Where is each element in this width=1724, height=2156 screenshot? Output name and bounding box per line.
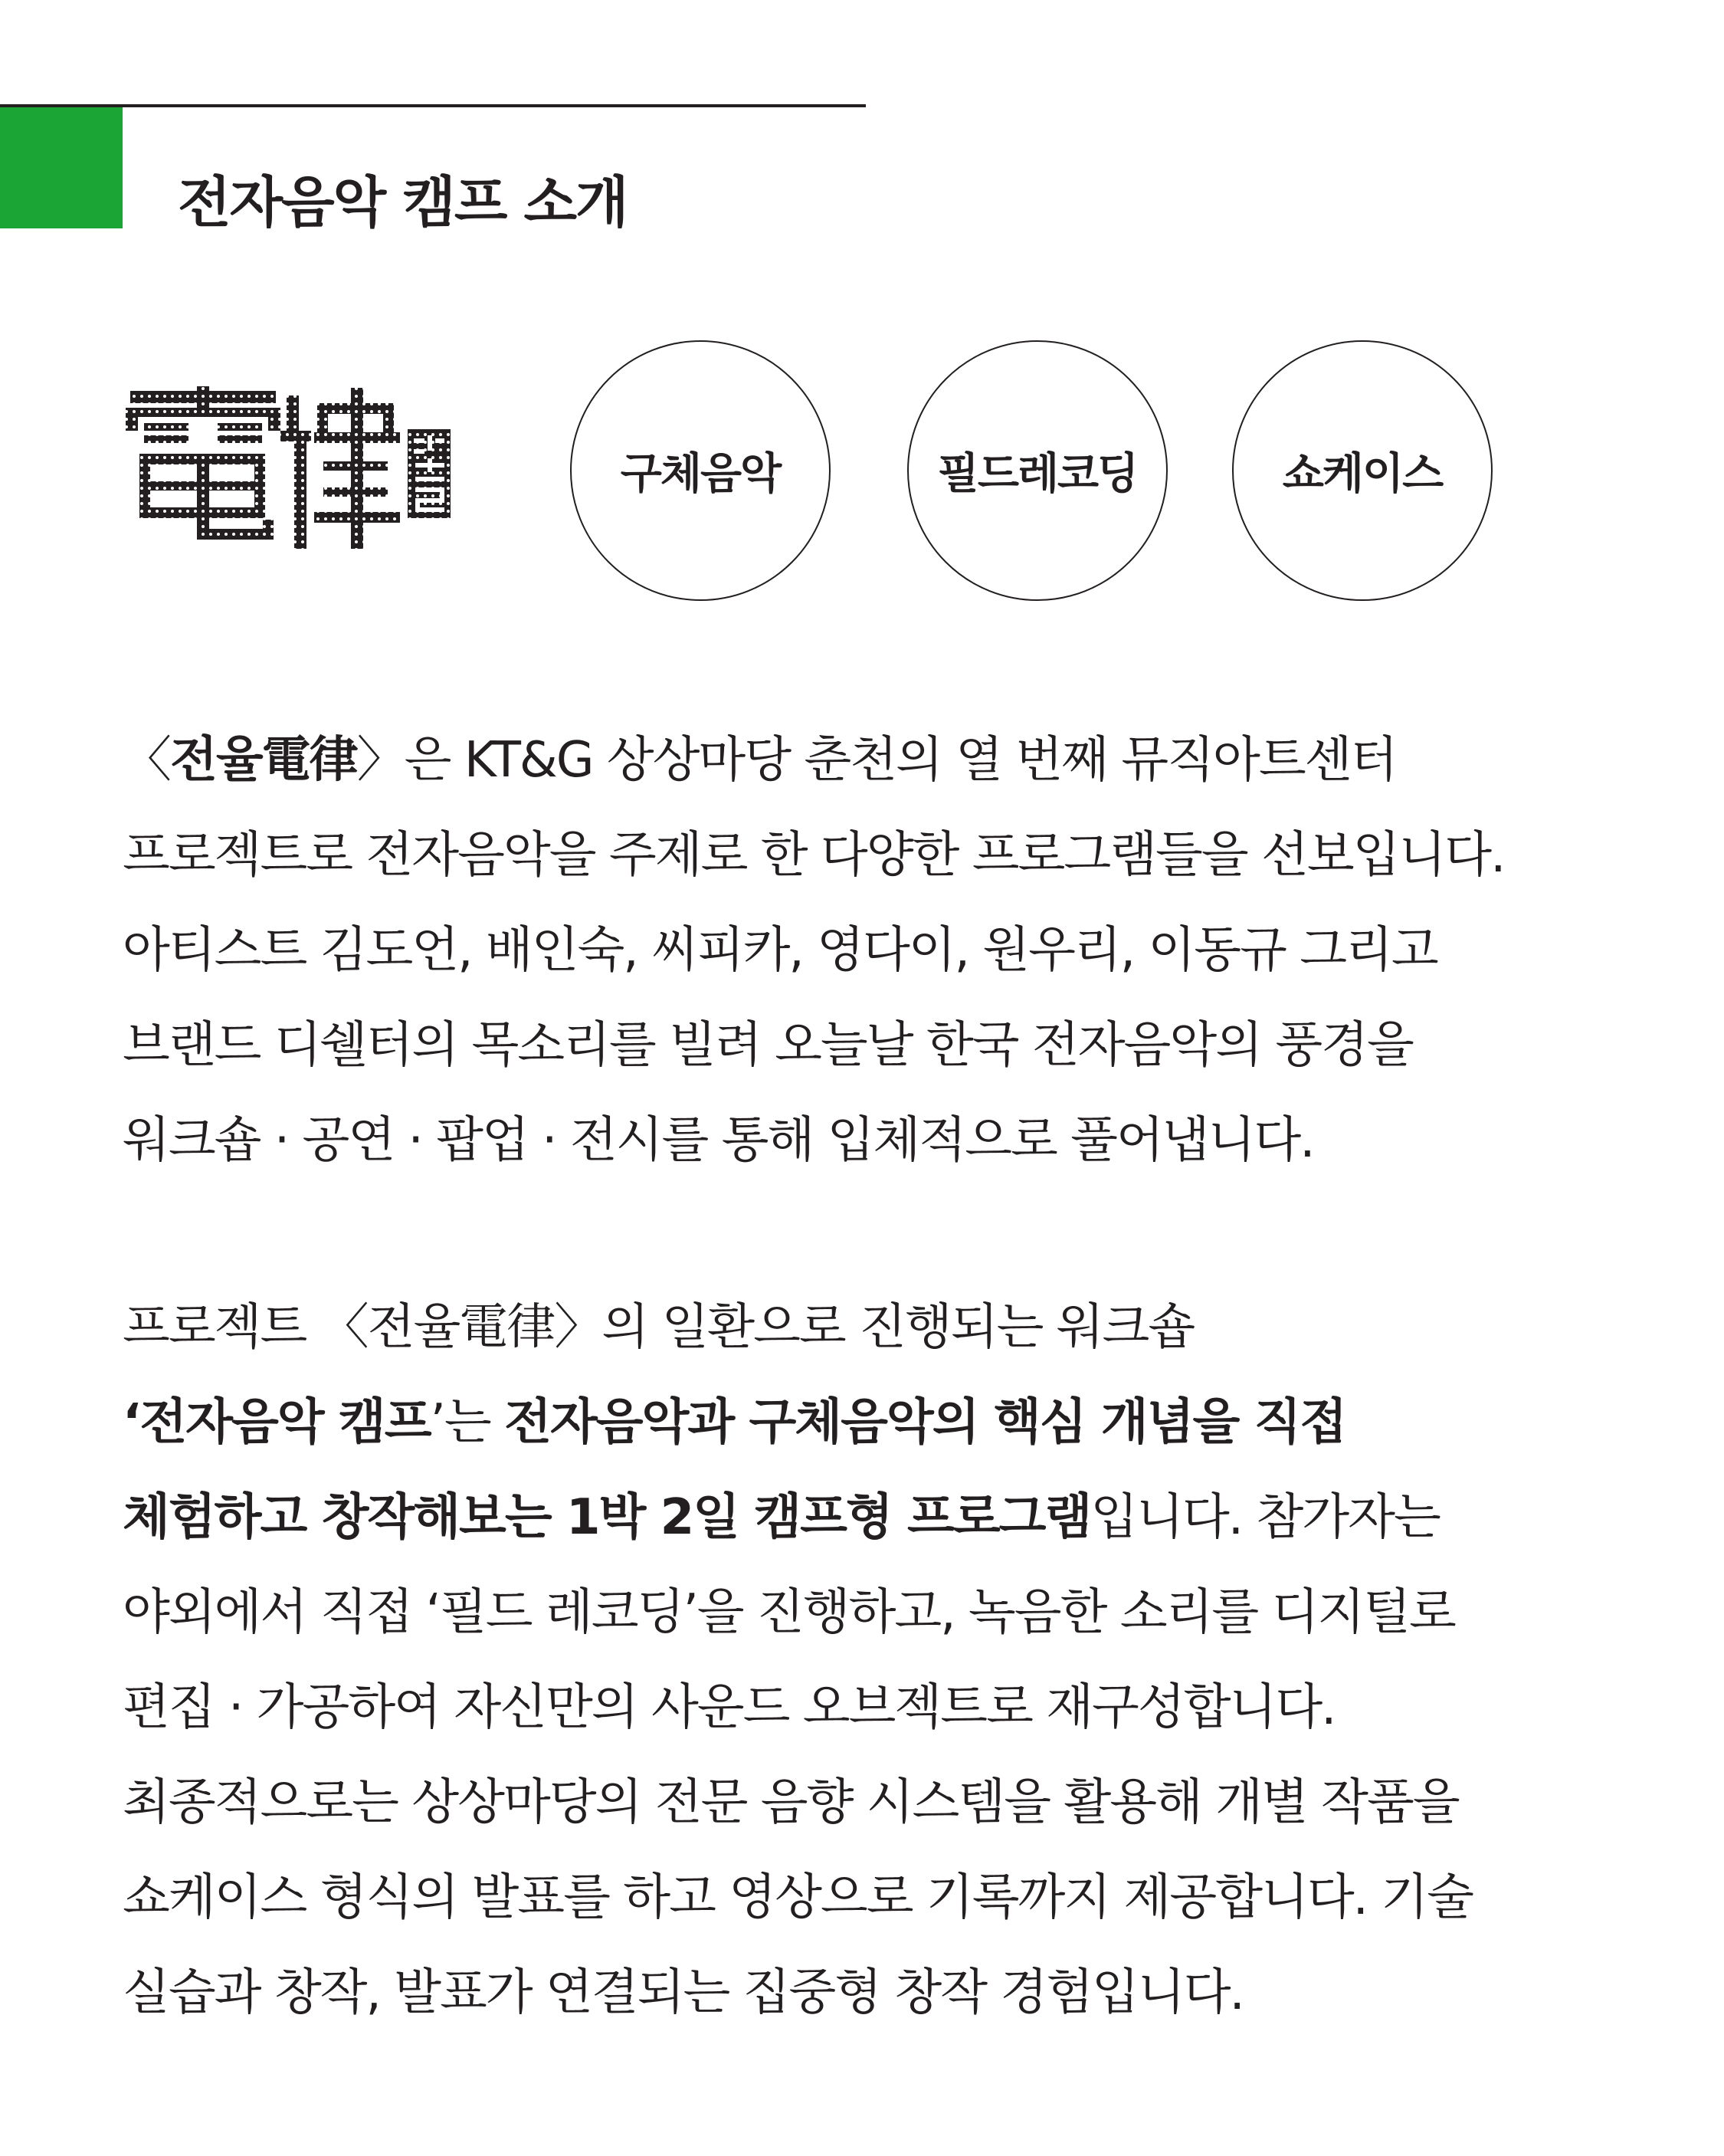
camp-highlight: 체험하고 창작해보는 1박 2일 캠프형 프로그램 <box>123 1489 1091 1546</box>
intro-line <box>123 713 1504 808</box>
camp-line: 최종적으로는 상상마당의 전문 음향 시스템을 활용해 개별 작품을 <box>123 1774 1459 1831</box>
quote-open: ‘ <box>123 1394 140 1451</box>
jeonyul-logo-icon <box>123 385 460 553</box>
project-name: 전율電律 <box>170 732 357 789</box>
tag-field-recording <box>907 340 1168 601</box>
header-rule <box>0 104 866 107</box>
camp-paragraph <box>123 1280 1473 2040</box>
camp-line: 쇼케이스 형식의 발표를 하고 영상으로 기록까지 제공합니다. 기술 <box>123 1869 1473 1926</box>
camp-line: 실습과 창작, 발표가 연결되는 집중형 창작 경험입니다. <box>123 1964 1244 2021</box>
section-title: 전자음악 캠프 소개 <box>178 170 628 235</box>
camp-name: 전자음악 캠프 <box>139 1394 431 1451</box>
intro-text: 은 KT&G 상상마당 춘천의 열 번째 뮤직아트센터 <box>404 732 1397 789</box>
camp-highlight: 전자음악과 구체음악의 핵심 개념을 직접 <box>504 1394 1346 1451</box>
tag-label: 구체음악 <box>620 449 781 499</box>
intro-line: 브랜드 디쉘터의 목소리를 빌려 오늘날 한국 전자음악의 풍경을 <box>123 1017 1413 1074</box>
accent-block <box>0 107 123 228</box>
intro-line: 프로젝트로 전자음악을 주제로 한 다양한 프로그램들을 선보입니다. <box>123 827 1505 884</box>
intro-paragraph <box>123 713 1504 1188</box>
tag-label: 필드레코딩 <box>937 449 1138 499</box>
intro-line: 워크숍 · 공연 · 팝업 · 전시를 통해 입체적으로 풀어냅니다. <box>123 1112 1314 1169</box>
camp-line: 프로젝트 〈전율電律〉의 일환으로 진행되는 워크숍 <box>123 1299 1195 1356</box>
bracket-open: 〈 <box>123 732 170 789</box>
camp-line <box>123 1470 1473 1565</box>
quote-close: ’는 <box>430 1394 505 1451</box>
tag-showcase <box>1232 340 1493 601</box>
bracket-close: 〉 <box>356 732 405 789</box>
camp-line: 편집 · 가공하여 자신만의 사운드 오브젝트로 재구성합니다. <box>123 1679 1336 1736</box>
camp-line <box>123 1375 1473 1470</box>
camp-line: 야외에서 직접 ‘필드 레코딩’을 진행하고, 녹음한 소리를 디지털로 <box>123 1584 1455 1641</box>
jeonyul-logo <box>123 385 460 553</box>
intro-line: 아티스트 김도언, 배인숙, 씨피카, 영다이, 원우리, 이동규 그리고 <box>123 922 1437 979</box>
tag-concrete-music <box>570 340 831 601</box>
tag-label: 쇼케이스 <box>1282 449 1443 499</box>
camp-text: 입니다. 참가자는 <box>1090 1489 1440 1546</box>
